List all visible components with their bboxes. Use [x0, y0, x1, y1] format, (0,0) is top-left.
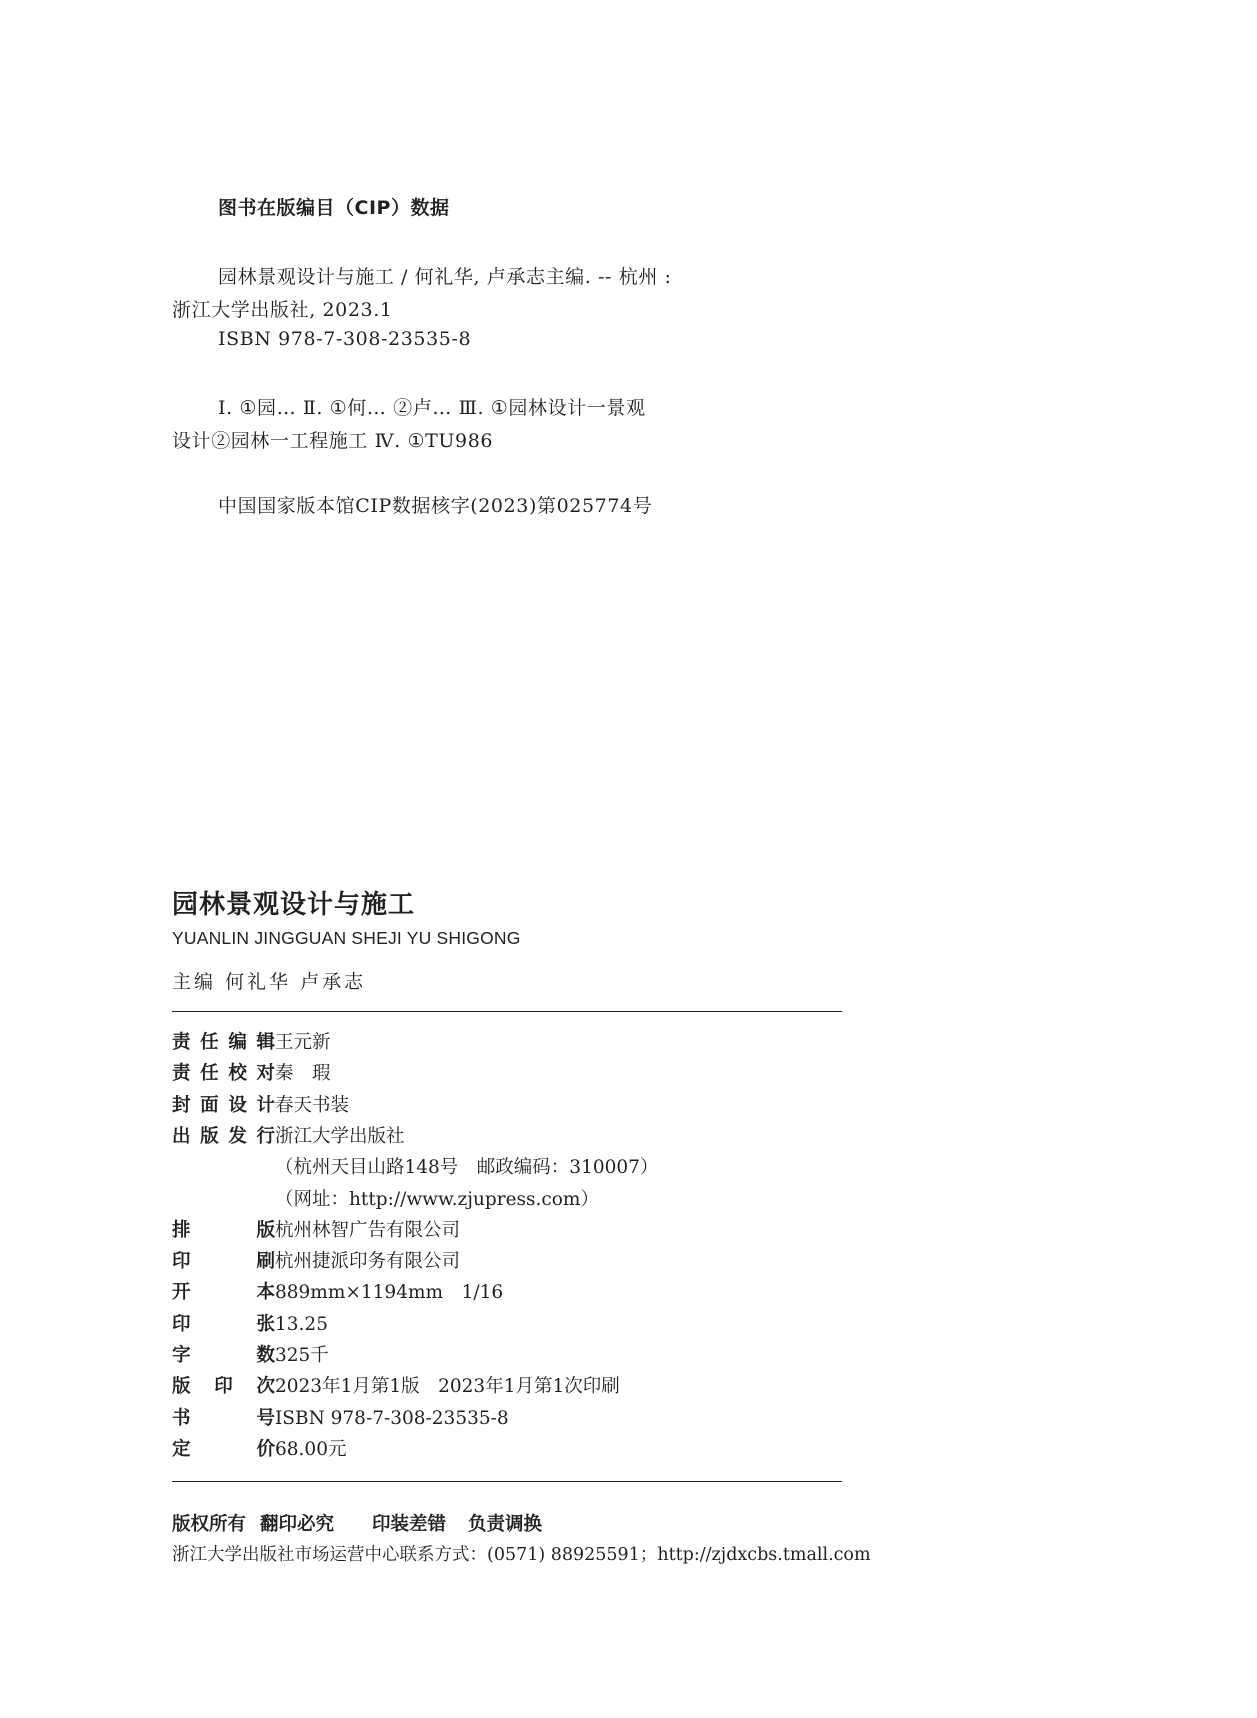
copyright-text-4: 负责调换 [468, 1514, 543, 1535]
info-label [172, 1404, 275, 1430]
info-value: 王元新 [275, 1032, 331, 1053]
info-value: （杭州天目山路148号 邮政编码：310007） [275, 1157, 659, 1179]
info-label-char: 字 [172, 1345, 191, 1366]
cip-isbn-line: ISBN 978-7-308-23535-8 [218, 328, 472, 350]
info-label [172, 1310, 275, 1336]
info-value: 889mm×1194mm 1/16 [275, 1282, 504, 1304]
book-title: 园林景观设计与施工 [172, 890, 416, 920]
info-value: 浙江大学出版社 [275, 1125, 405, 1147]
info-label-char: 校 [228, 1063, 247, 1085]
info-row [172, 1310, 328, 1341]
copyright-text-3: 印装差错 [372, 1514, 447, 1535]
cip-classification-line-2: 设计②园林一工程施工 Ⅳ. ①TU986 [172, 430, 494, 452]
info-row [172, 1247, 460, 1278]
info-value: ISBN 978-7-308-23535-8 [275, 1407, 509, 1429]
info-label [172, 1247, 275, 1273]
info-label-char: 任 [200, 1032, 219, 1053]
info-label-char: 定 [172, 1438, 191, 1460]
info-value: 杭州捷派印务有限公司 [275, 1251, 461, 1273]
info-label [172, 1122, 275, 1148]
info-label-char: 行 [256, 1125, 275, 1147]
info-label-char: 本 [256, 1282, 275, 1304]
info-value: 秦 瑕 [275, 1063, 331, 1085]
copyright-text-2: 翻印必究 [260, 1514, 335, 1535]
info-row [172, 1059, 331, 1090]
info-label-char: 刷 [256, 1251, 275, 1273]
marketing-contact: 浙江大学出版社市场运营中心联系方式：(0571) 88925591；http://zjdxcbs.tmall.com [172, 1545, 871, 1565]
info-label-char: 对 [256, 1063, 275, 1085]
info-label-char: 数 [256, 1345, 275, 1366]
info-row [172, 1091, 349, 1122]
info-row [172, 1216, 460, 1247]
info-label-char: 辑 [256, 1032, 275, 1053]
cip-classification-line-1: Ⅰ. ①园… Ⅱ. ①何… ②卢… Ⅲ. ①园林设计一景观 [218, 397, 646, 419]
info-label-char: 任 [200, 1063, 219, 1085]
info-row [172, 1122, 405, 1153]
info-label-char: 价 [256, 1438, 275, 1460]
info-label-char: 版 [172, 1376, 191, 1398]
info-label-char: 发 [228, 1125, 247, 1147]
info-label-char: 版 [256, 1219, 275, 1241]
info-label-char: 责 [172, 1063, 191, 1085]
info-label [172, 1216, 275, 1242]
info-label-char: 印 [172, 1313, 191, 1335]
info-label [172, 1059, 275, 1085]
book-editors: 主编 何礼华 卢承志 [172, 971, 367, 993]
info-value: 2023年1月第1版 2023年1月第1次印刷 [275, 1376, 620, 1398]
info-row [172, 1372, 620, 1403]
info-label-char: 责 [172, 1032, 191, 1053]
info-row [172, 1435, 346, 1466]
info-label [172, 1435, 275, 1461]
info-row [172, 1278, 503, 1309]
copyright-text-1: 版权所有 [172, 1514, 247, 1535]
info-label-char: 版 [200, 1125, 219, 1147]
cip-heading: 图书在版编目（CIP）数据 [218, 197, 450, 219]
info-value: （网址：http://www.zjupress.com） [275, 1188, 599, 1210]
info-label-char: 出 [172, 1125, 191, 1147]
info-value: 春天书装 [275, 1094, 350, 1116]
info-label-char: 排 [172, 1219, 191, 1241]
info-row [172, 1404, 509, 1435]
info-value: 杭州林智广告有限公司 [275, 1219, 461, 1241]
info-label-char: 编 [228, 1032, 247, 1053]
info-row [172, 1028, 331, 1059]
book-title-pinyin: YUANLIN JINGGUAN SHEJI YU SHIGONG [172, 928, 521, 948]
bottom-divider [172, 1481, 842, 1482]
info-label-char: 次 [256, 1376, 275, 1398]
info-row [172, 1341, 329, 1372]
info-label [172, 1028, 275, 1054]
top-divider [172, 1011, 842, 1012]
info-value: 325千 [275, 1345, 329, 1366]
info-label-char: 封 [172, 1094, 191, 1116]
info-label-char: 面 [200, 1094, 219, 1116]
info-label [172, 1372, 275, 1398]
cip-title-line: 园林景观设计与施工 / 何礼华, 卢承志主编. -- 杭州 : [218, 266, 672, 288]
cip-record-number: 中国国家版本馆CIP数据核字(2023)第025774号 [218, 495, 653, 517]
info-label-char: 张 [256, 1313, 275, 1335]
info-label-char: 号 [256, 1407, 275, 1429]
info-label-char: 书 [172, 1407, 191, 1429]
info-row [172, 1153, 658, 1184]
info-row [172, 1185, 599, 1216]
info-label-char: 印 [172, 1251, 191, 1273]
info-label [172, 1278, 275, 1304]
info-label [172, 1091, 275, 1117]
copyright-notice [172, 1510, 542, 1536]
info-label [172, 1341, 275, 1367]
info-label-char: 开 [172, 1282, 191, 1304]
info-label-char: 设 [228, 1094, 247, 1116]
info-value: 68.00元 [275, 1438, 347, 1460]
info-label-char: 印 [214, 1376, 233, 1398]
info-value: 13.25 [275, 1313, 328, 1335]
info-label-char: 计 [256, 1094, 275, 1116]
cip-publisher-line: 浙江大学出版社, 2023.1 [172, 299, 393, 321]
